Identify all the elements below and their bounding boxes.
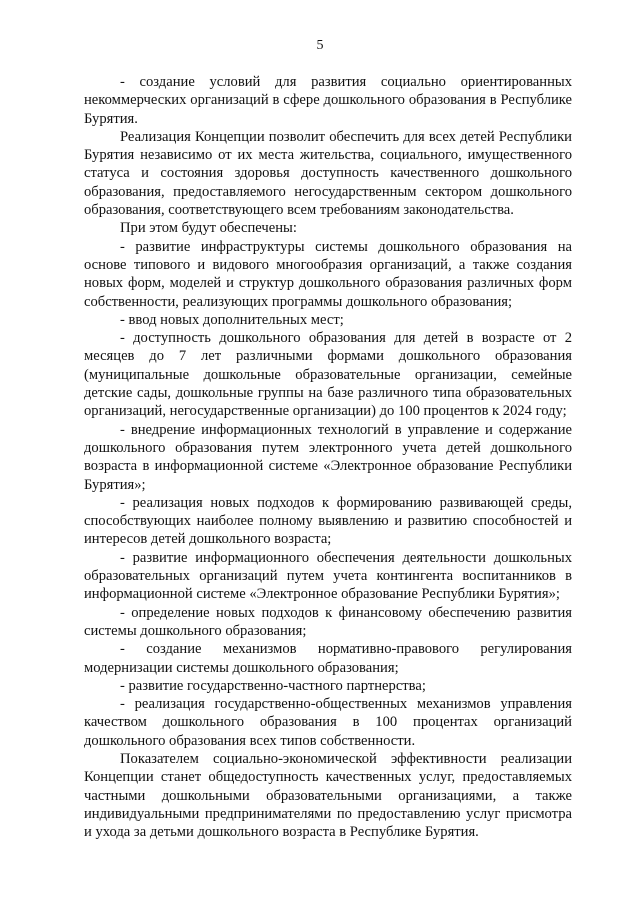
- list-item-it-management: - внедрение информационных технологий в управление и содержание дошкольного образования путем электронного учета детей дошкольного возраста в информационной системе «Электронное образование Республики Бурятия»;: [84, 421, 572, 493]
- list-item-legal-regulation: - создание механизмов нормативно-правового регулирования модернизации системы дошкольного образования;: [84, 641, 572, 676]
- paragraph-efficiency-indicator: Показателем социально-экономической эффективности реализации Концепции станет общедоступность качественных услуг, предоставляемых частными дошкольными образовательными организациями, а также индивидуальными предпринимателями по предоставлению услуг присмотра и ухода за детьми дошкольного возраста в Республике Бурятия.: [84, 750, 572, 841]
- list-item-quality-management: - реализация государственно-общественных механизмов управления качеством дошкольного образования в 100 процентах организаций дошкольного образования всех типов собственности.: [84, 696, 572, 749]
- document-body: [84, 73, 572, 841]
- list-item-information-support: - развитие информационного обеспечения деятельности дошкольных образовательных организаций путем учета контингента воспитанников в информационной системе «Электронное образование Республики Бурятия»;: [84, 549, 572, 603]
- list-item-public-private-partnership: - развитие государственно-частного партнерства;: [120, 677, 426, 694]
- paragraph-concept-implementation: Реализация Концепции позволит обеспечить для всех детей Республики Бурятия независимо от их места жительства, социального, имущественного статуса и состояния здоровья доступность качественного дошкольного образования, предоставляемого негосударственным сектором дошкольного образования, соответствующего всем требованиям законодательства.: [84, 128, 572, 219]
- list-item-developing-environment: - реализация новых подходов к формированию развивающей среды, способствующих наиболее полному выявлению и развитию способностей и интересов детей дошкольного возраста;: [84, 494, 572, 548]
- list-item-accessibility: - доступность дошкольного образования для детей в возрасте от 2 месяцев до 7 лет различными формами дошкольного образования (муниципальные дошкольные образовательные организации, семейные детские сады, дошкольные группы на базе различного типа образовательных организаций, негосударственные организации) до 100 процентов к 2024 году;: [84, 330, 572, 420]
- list-item-infrastructure: - развитие инфраструктуры системы дошкольного образования на основе типового и видового многообразия организаций, а также создания новых форм, моделей и структур дошкольного образования различных форм собственности, реализующих программы дошкольного образования;: [84, 238, 572, 310]
- paragraph-provisions-intro: При этом будут обеспечены:: [120, 220, 297, 237]
- page-number: 5: [316, 38, 324, 53]
- list-item-financial-approaches: - определение новых подходов к финансовому обеспечению развития системы дошкольного образования;: [84, 604, 572, 639]
- paragraph-ngo-conditions: - создание условий для развития социально ориентированных некоммерческих организаций в сфере дошкольного образования в Республике Бурятия.: [84, 74, 572, 127]
- list-item-new-places: - ввод новых дополнительных мест;: [120, 311, 344, 328]
